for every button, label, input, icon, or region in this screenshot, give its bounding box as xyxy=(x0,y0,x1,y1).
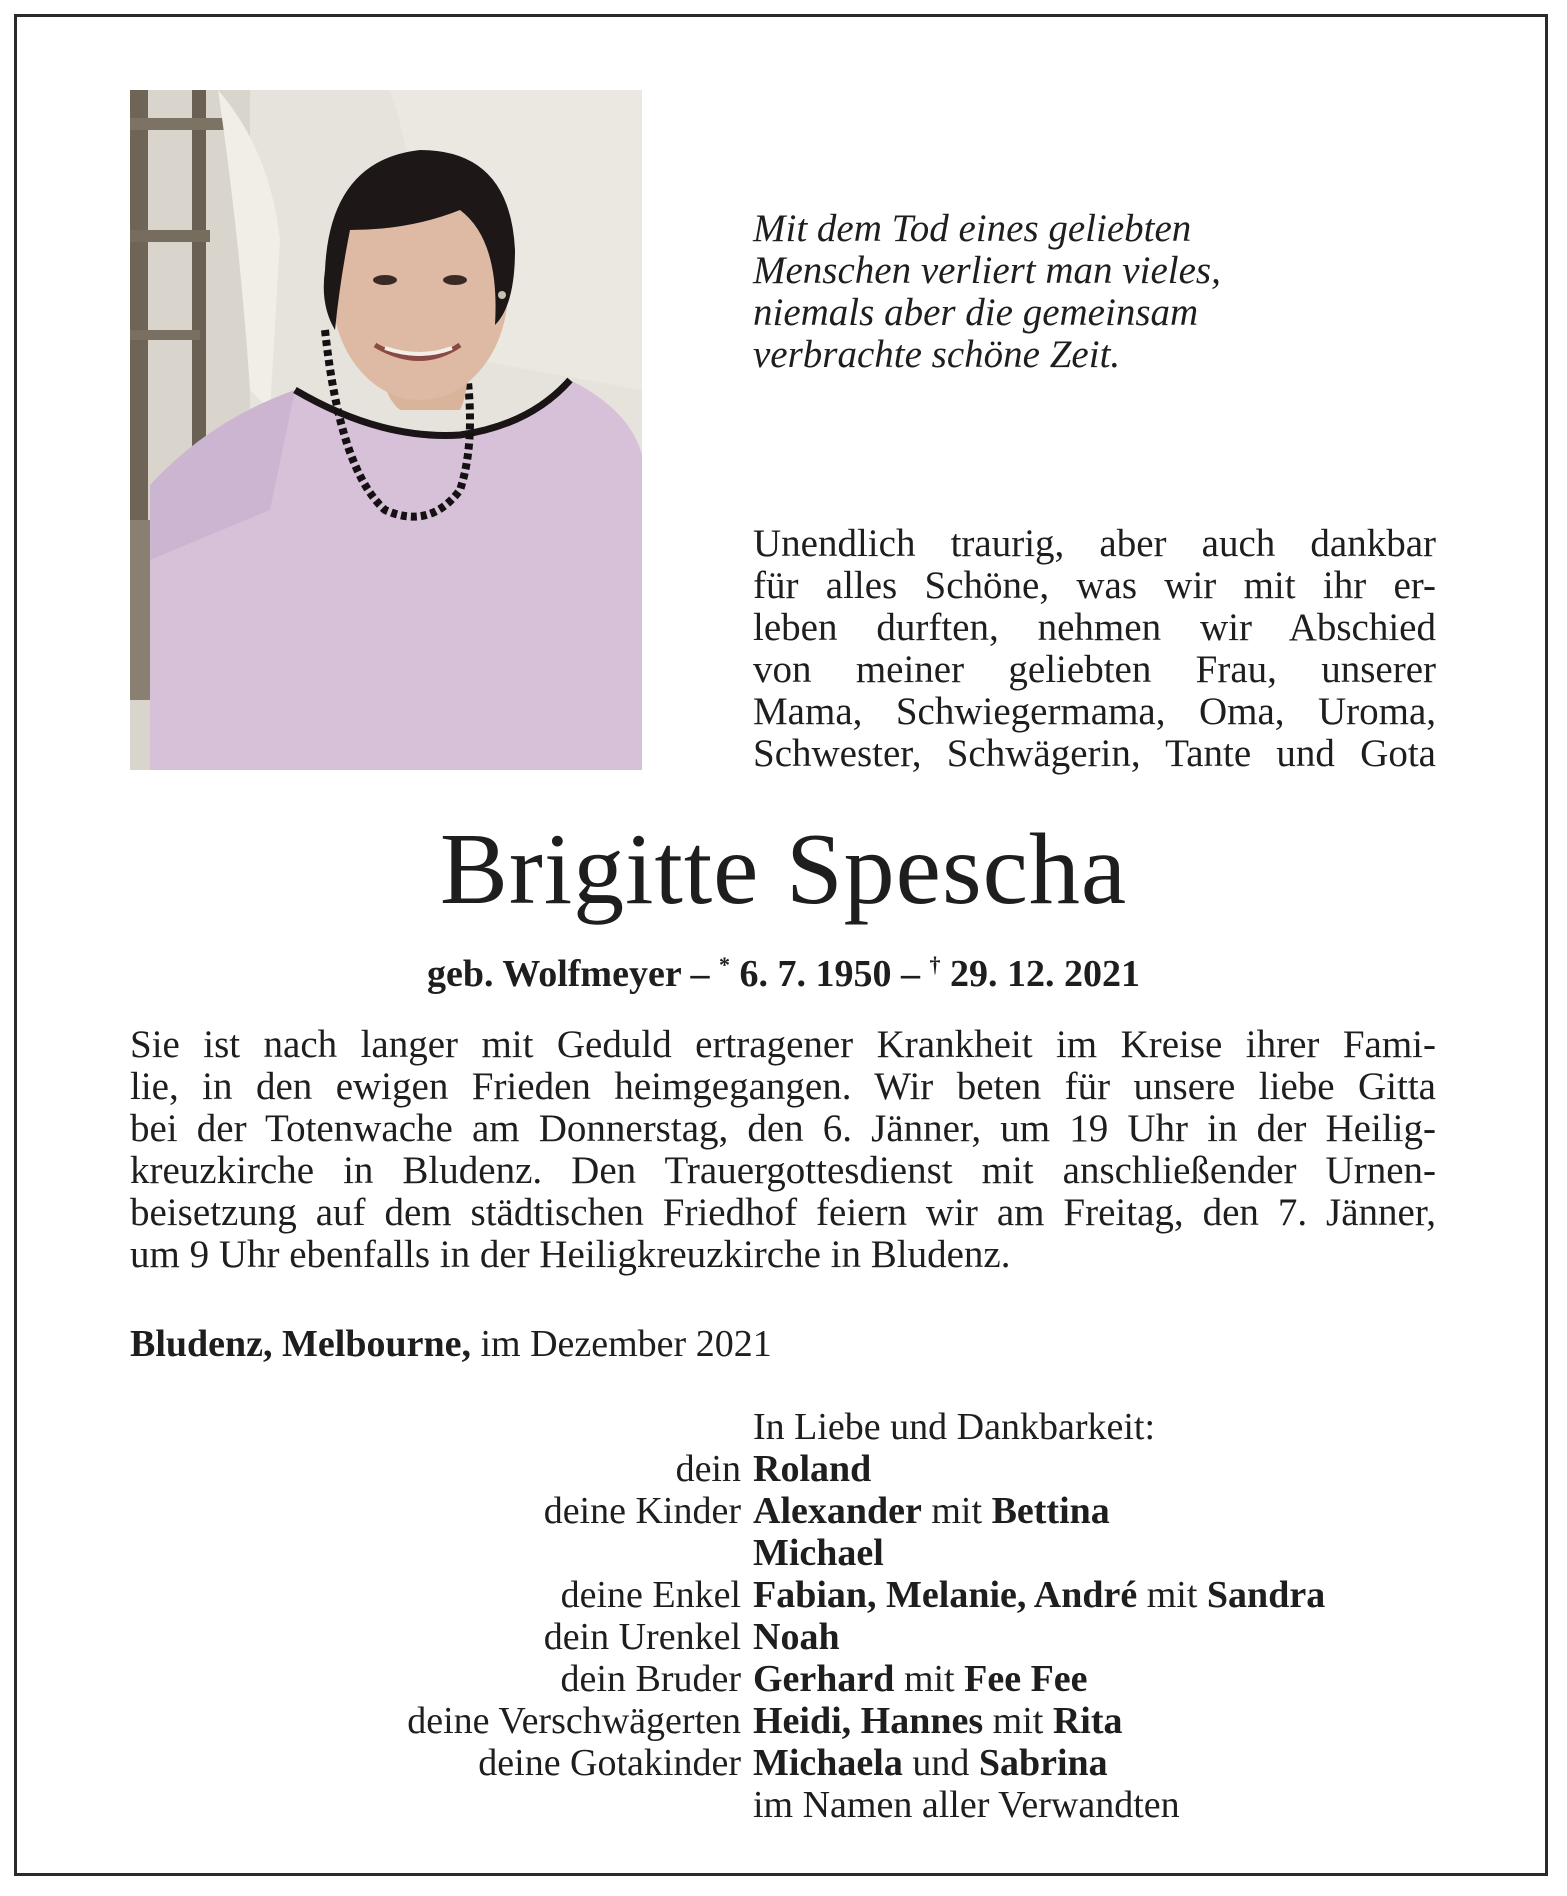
separator: – xyxy=(891,953,930,995)
mourner-name: Michael xyxy=(753,1532,884,1574)
mourner-row xyxy=(130,1574,1436,1616)
mourner-name: Alexander xyxy=(753,1490,922,1532)
body-line: Sie ist nach langer mit Geduld ertragener Krankheit im Kreise ihrer Fami- xyxy=(130,1023,1436,1066)
quote-line: Menschen verliert man vieles, xyxy=(753,249,1221,292)
portrait-image xyxy=(130,90,642,770)
mourner-name: Michaela xyxy=(753,1742,903,1784)
body-paragraph xyxy=(130,1024,1436,1276)
mourner-name: Sabrina xyxy=(978,1742,1108,1784)
birth-star-symbol: * xyxy=(719,952,730,977)
birth-date: 6. 7. 1950 xyxy=(730,953,892,995)
mourner-names xyxy=(753,1658,1088,1700)
mourners-intro: In Liebe und Dankbarkeit: xyxy=(753,1406,1156,1448)
relation-label xyxy=(130,1784,741,1826)
mourner-row xyxy=(130,1448,1436,1490)
body-line: um 9 Uhr ebenfalls in der Heiligkreuzkirche in Bludenz. xyxy=(130,1233,1011,1276)
mourner-names xyxy=(753,1700,1123,1742)
connector-word: und xyxy=(902,1742,979,1784)
relation-label: deine Gotakinder xyxy=(478,1742,741,1784)
mourner-name: Fabian, Melanie, André xyxy=(753,1574,1138,1616)
intro-line: Mama, Schwiegermama, Oma, Uroma, xyxy=(753,690,1436,733)
mourner-names xyxy=(753,1448,871,1490)
mourner-row xyxy=(130,1784,1436,1826)
connector-word: mit xyxy=(983,1700,1053,1742)
mourner-name: Rita xyxy=(1052,1700,1123,1742)
place-names: Bludenz, Melbourne, xyxy=(130,1323,471,1365)
mourner-name: Bettina xyxy=(991,1490,1110,1532)
relation-label: deine Enkel xyxy=(560,1574,741,1616)
intro-line: von meiner geliebten Frau, unserer xyxy=(753,648,1436,691)
intro-line: leben durften, nehmen wir Abschied xyxy=(753,606,1436,649)
intro-line: Unendlich traurig, aber auch dankbar xyxy=(753,522,1436,565)
place-date-line xyxy=(130,1323,772,1365)
mourner-row xyxy=(130,1658,1436,1700)
mourner-name: Heidi, Hannes xyxy=(753,1700,984,1742)
connector-word: mit xyxy=(894,1658,965,1700)
mourners-list xyxy=(130,1406,1436,1826)
deceased-name: Brigitte Spescha xyxy=(439,813,1128,926)
mourner-row xyxy=(130,1700,1436,1742)
mourner-row xyxy=(130,1616,1436,1658)
intro-line: für alles Schöne, was wir mit ihr er- xyxy=(753,564,1436,607)
mourner-names xyxy=(753,1616,840,1658)
relation-label: dein Bruder xyxy=(560,1658,741,1700)
relation-label: dein xyxy=(675,1448,741,1490)
portrait-photo xyxy=(130,90,642,770)
mourner-names xyxy=(753,1490,1110,1532)
connector-word: mit xyxy=(1137,1574,1207,1616)
mourner-row xyxy=(130,1742,1436,1784)
mourner-name: Fee Fee xyxy=(964,1658,1088,1700)
relation-label: deine Verschwägerten xyxy=(407,1700,741,1742)
relation-label: dein Urenkel xyxy=(543,1616,741,1658)
place-date: im Dezember 2021 xyxy=(470,1323,772,1365)
relation-label: deine Kinder xyxy=(543,1490,741,1532)
death-date: 29. 12. 2021 xyxy=(940,953,1140,995)
quote-line: Mit dem Tod eines geliebten xyxy=(753,207,1192,250)
body-line: lie, in den ewigen Frieden heimgegangen. Wir beten für unsere liebe Gitta xyxy=(130,1065,1436,1108)
body-line: bei der Totenwache am Donnerstag, den 6. Jänner, um 19 Uhr in der Heilig- xyxy=(130,1107,1436,1150)
mourner-row xyxy=(130,1532,1436,1574)
body-line: beisetzung auf dem städtischen Friedhof feiern wir am Freitag, den 7. Jänner, xyxy=(130,1191,1436,1234)
life-dates xyxy=(0,943,1567,996)
mourner-rows xyxy=(130,1448,1436,1826)
quote-block xyxy=(753,208,1453,376)
relation-label xyxy=(130,1532,741,1574)
mourner-row xyxy=(130,1490,1436,1532)
mourner-name: Gerhard xyxy=(753,1658,895,1700)
intro-line: Schwester, Schwägerin, Tante und Gota xyxy=(753,732,1436,775)
mourner-names xyxy=(753,1574,1325,1616)
death-cross-symbol: † xyxy=(929,952,941,977)
quote-line: verbrachte schöne Zeit. xyxy=(753,333,1121,376)
connector-word: mit xyxy=(921,1490,992,1532)
mourner-name: Roland xyxy=(753,1448,872,1490)
mourner-names xyxy=(753,1784,1180,1826)
mourner-name: Sandra xyxy=(1206,1574,1326,1616)
maiden-name: geb. Wolfmeyer xyxy=(427,953,681,995)
separator: – xyxy=(681,953,719,995)
mourner-names xyxy=(753,1742,1108,1784)
body-line: kreuzkirche in Bludenz. Den Trauergottesdienst mit anschließender Urnen- xyxy=(130,1149,1436,1192)
mourner-names xyxy=(753,1532,884,1574)
quote-line: niemals aber die gemeinsam xyxy=(753,291,1199,334)
connector-word: im Namen aller Verwandten xyxy=(753,1784,1180,1826)
intro-paragraph xyxy=(753,523,1436,775)
mourner-name: Noah xyxy=(753,1616,840,1658)
